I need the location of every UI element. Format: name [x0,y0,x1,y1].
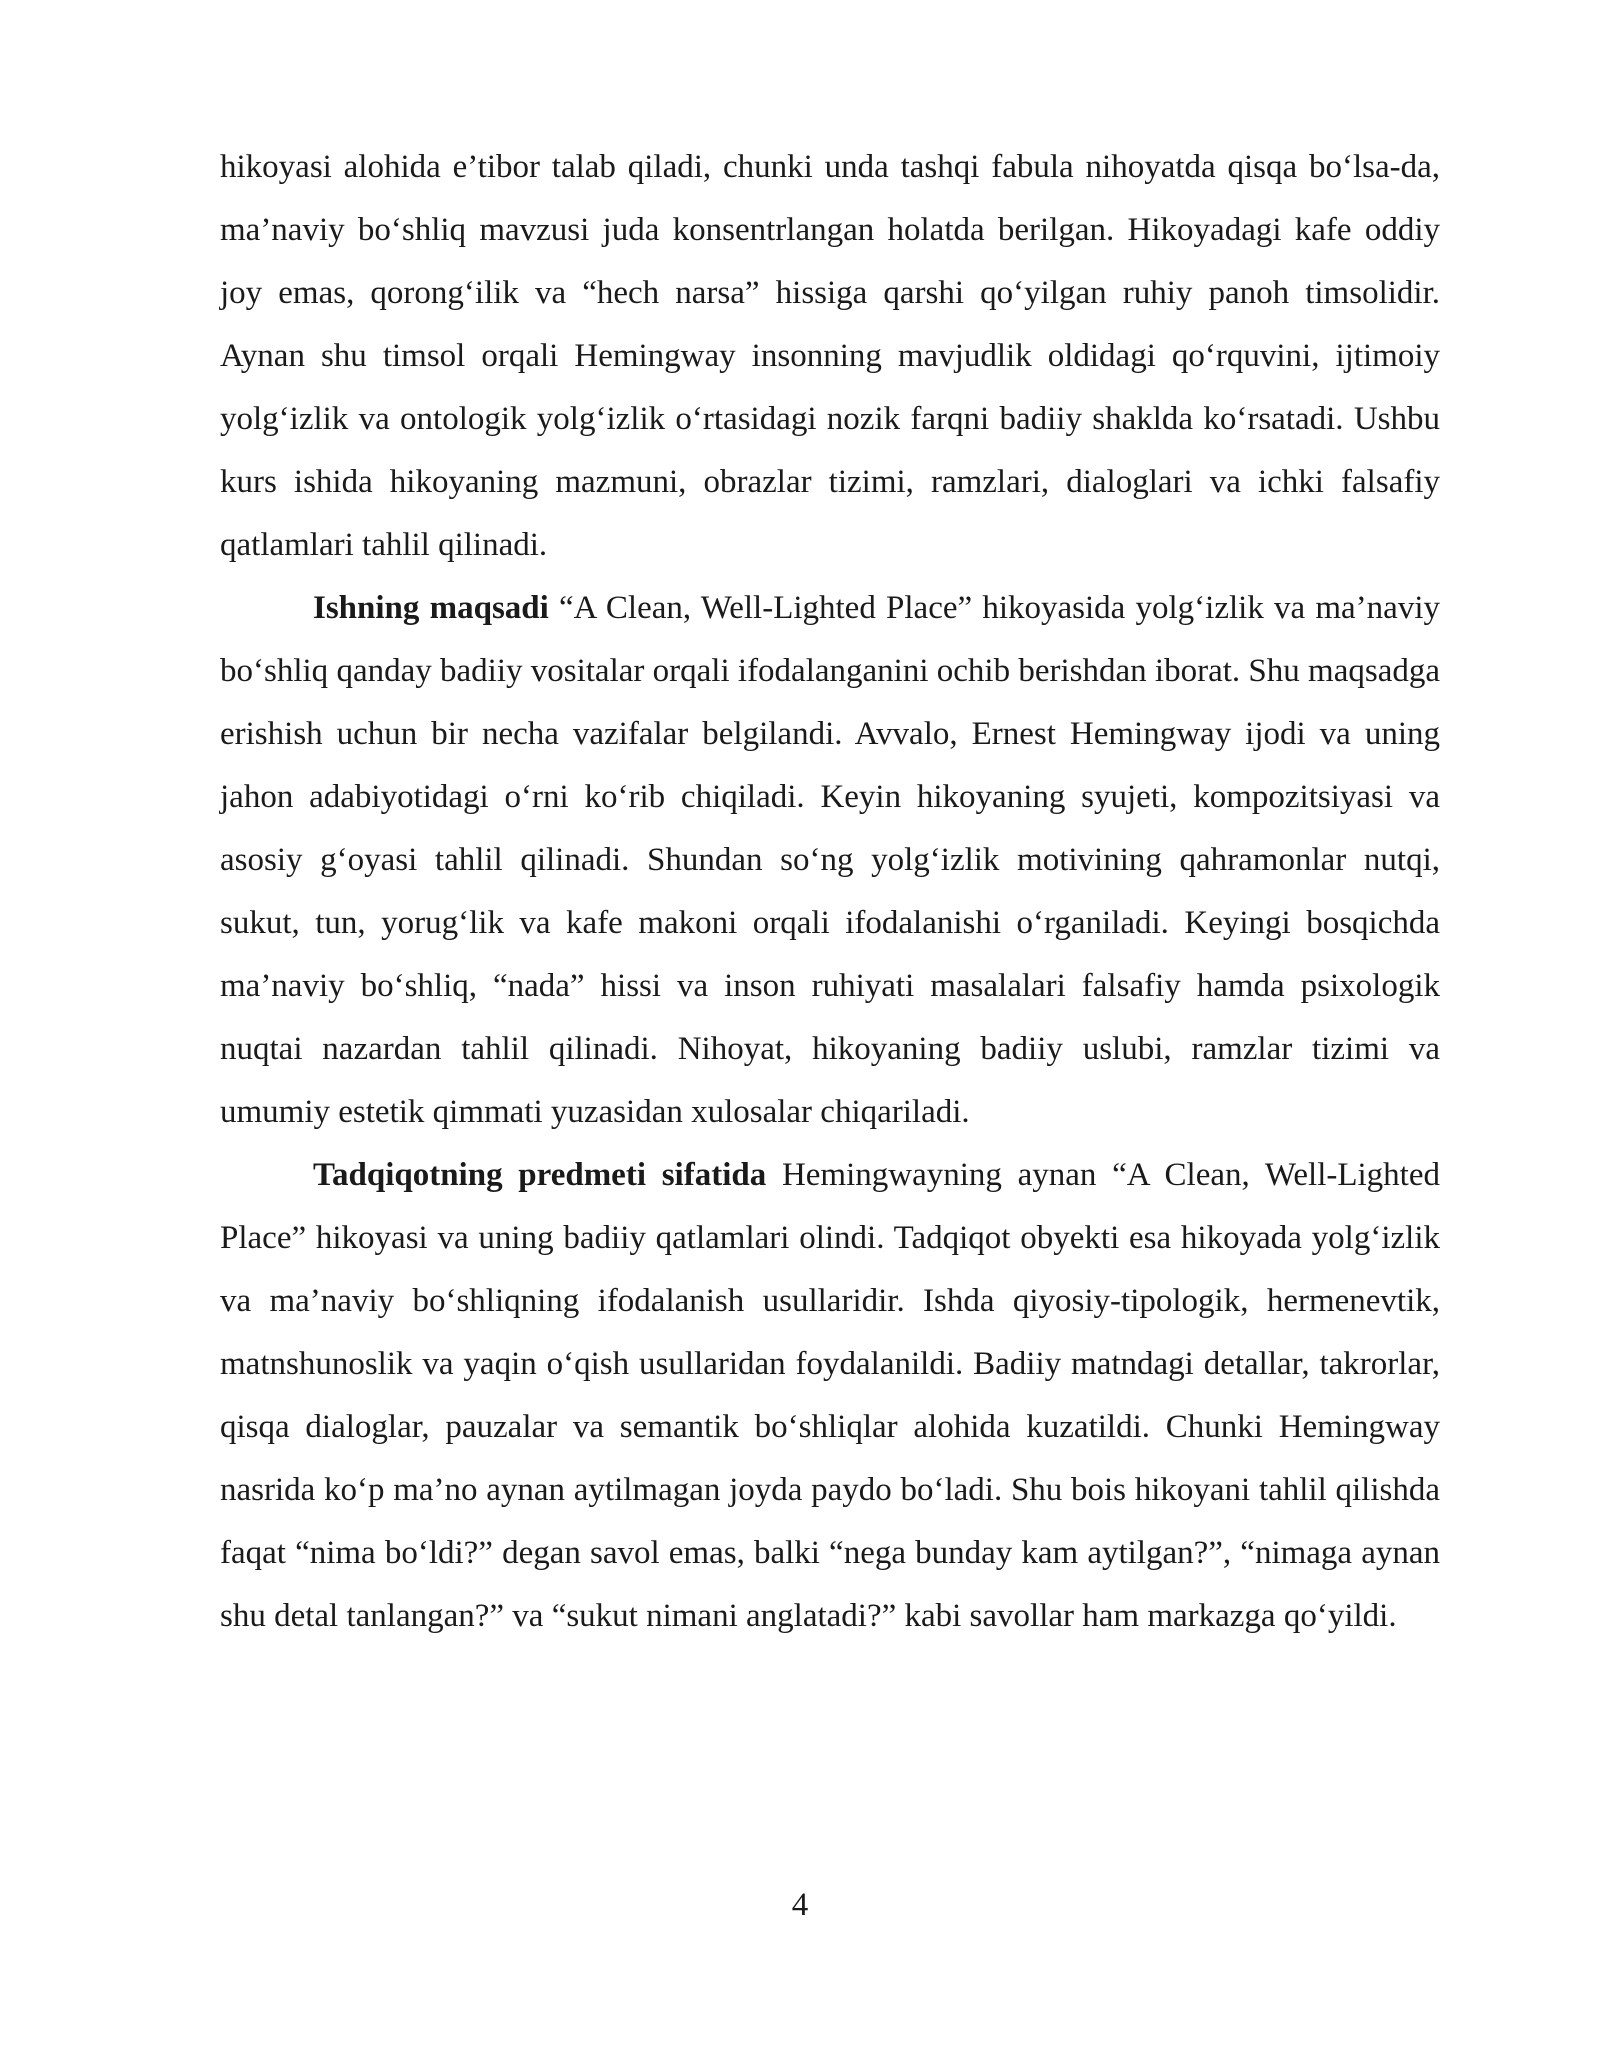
paragraph-text: “A Clean, Well-Lighted Place” hikoyasida yolg‘izlik va ma’naviy bo‘shliq qanday badiiy vositalar orqali ifodalanganini ochib berishdan iborat. Shu maqsadga erishish uchun bir necha vazifalar belgilandi. Avvalo, Ernest Hemingway ijodi va uning jahon adabiyotidagi o‘rni ko‘rib chiqiladi. Keyin hikoyaning syujeti, kompozitsiyasi va asosiy g‘oyasi tahlil qilinadi. Shundan so‘ng yolg‘izlik motivining qahramonlar nutqi, sukut, tun, yorug‘lik va kafe makoni orqali ifodalanishi o‘rganiladi. Keyingi bosqichda ma’naviy bo‘shliq, “nada” hissi va inson ruhiyati masalalari falsafiy hamda psixologik nuqtai nazardan tahlil qilinadi. Nihoyat, hikoyaning badiiy uslubi, ramzlar tizimi va umumiy estetik qimmati yuzasidan xulosalar chiqariladi. [220,590,1440,1130]
paragraph-research-goal [220,577,1440,1144]
paragraph-lead-heading: Ishning maqsadi [313,590,549,626]
paragraph-research-subject [220,1144,1440,1648]
paragraph-lead-heading: Tadqiqotning predmeti sifatida [313,1157,767,1193]
paragraph-intro-continuation [220,136,1440,577]
paragraph-text: hikoyasi alohida e’tibor talab qiladi, chunki unda tashqi fabula nihoyatda qisqa bo‘lsa-da, ma’naviy bo‘shliq mavzusi juda konsentrlangan holatda berilgan. Hikoyadagi kafe oddiy joy emas, qorong‘ilik va “hech narsa” hissiga qarshi qo‘yilgan ruhiy panoh timsolidir. Aynan shu timsol orqali Hemingway insonning mavjudlik oldidagi qo‘rquvini, ijtimoiy yolg‘izlik va ontologik yolg‘izlik o‘rtasidagi nozik farqni badiiy shaklda ko‘rsatadi. Ushbu kurs ishida hikoyaning mazmuni, obrazlar tizimi, ramzlari, dialoglari va ichki falsafiy qatlamlari tahlil qilinadi. [220,149,1440,563]
body-text [220,136,1440,1648]
paragraph-text: Hemingwayning aynan “A Clean, Well-Lighted Place” hikoyasi va uning badiiy qatlamlari olindi. Tadqiqot obyekti esa hikoyada yolg‘izlik va ma’naviy bo‘shliqning ifodalanish usullaridir. Ishda qiyosiy-tipologik, hermenevtik, matnshunoslik va yaqin o‘qish usullaridan foydalanildi. Badiiy matndagi detallar, takrorlar, qisqa dialoglar, pauzalar va semantik bo‘shliqlar alohida kuzatildi. Chunki Hemingway nasrida ko‘p ma’no aynan aytilmagan joyda paydo bo‘ladi. Shu bois hikoyani tahlil qilishda faqat “nima bo‘ldi?” degan savol emas, balki “nega bunday kam aytilgan?”, “nimaga aynan shu detal tanlangan?” va “sukut nimani anglatadi?” kabi savollar ham markazga qo‘yildi. [220,1157,1440,1634]
page-number: 4 [791,1887,809,1923]
